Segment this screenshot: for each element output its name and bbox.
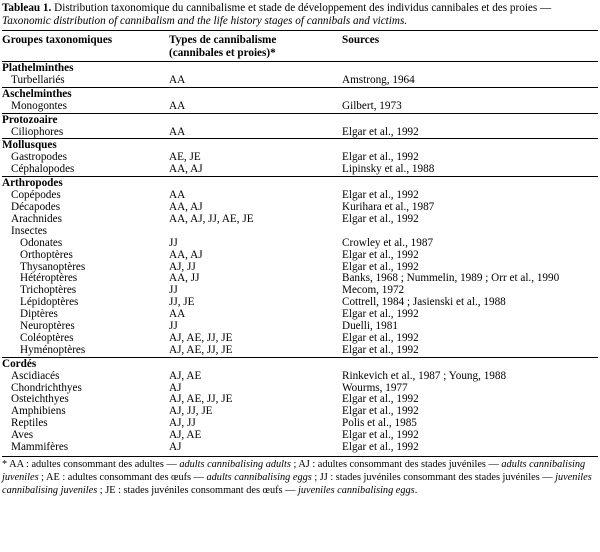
cannibalism-type-cell bbox=[169, 113, 342, 126]
source-cell: Polis et al., 1985 bbox=[342, 417, 417, 430]
cannibalism-table bbox=[2, 30, 598, 457]
table-row bbox=[2, 406, 598, 418]
table-footnote bbox=[2, 459, 598, 497]
taxon-cell: Turbellariés bbox=[11, 73, 65, 86]
table-row bbox=[2, 309, 598, 321]
table-row bbox=[2, 345, 598, 357]
source-cell: Elgar et al., 1992 bbox=[342, 189, 419, 202]
table-row bbox=[2, 394, 598, 406]
source-cell: Rinkevich et al., 1987 ; Young, 1988 bbox=[342, 369, 507, 382]
table-row bbox=[2, 383, 598, 395]
source-cell bbox=[342, 87, 598, 100]
source-cell: Cottrell, 1984 ; Jasienski et al., 1988 bbox=[342, 296, 506, 309]
table-row bbox=[2, 273, 598, 285]
source-cell: Elgar et al., 1992 bbox=[342, 405, 419, 418]
group-row bbox=[2, 357, 598, 370]
footnote-english-term: adults cannibalising adults bbox=[179, 459, 291, 470]
taxon-cell: Mammifères bbox=[2, 442, 169, 456]
taxon-cell: Protozoaire bbox=[2, 113, 169, 126]
caption-french: Distribution taxonomique du cannibalisme et stade de développement des individus cannibales et des proies — bbox=[51, 2, 552, 14]
header-cannibalism-types bbox=[169, 31, 342, 62]
taxon-cell: Décapodes bbox=[11, 200, 61, 213]
table-row bbox=[2, 202, 598, 214]
table-row bbox=[2, 238, 598, 250]
cannibalism-type-cell: AJ, AE, JJ, JE bbox=[169, 393, 233, 406]
table-row bbox=[2, 127, 598, 139]
source-cell: Wourms, 1977 bbox=[342, 381, 408, 394]
source-cell: Elgar et al., 1992 bbox=[342, 393, 419, 406]
taxon-cell: Reptiles bbox=[11, 417, 48, 430]
cannibalism-type-cell: AE, JE bbox=[169, 151, 201, 164]
table-row bbox=[2, 442, 598, 456]
taxon-cell: Monogontes bbox=[11, 99, 67, 112]
source-cell: Elgar et al., 1992 bbox=[342, 442, 598, 456]
footnote-text: ; JJ : stades juvéniles consommant des stades juvéniles — bbox=[311, 471, 556, 483]
cannibalism-type-cell bbox=[169, 62, 342, 75]
taxon-cell: Aschelminthes bbox=[2, 87, 169, 100]
source-cell: Gilbert, 1973 bbox=[342, 99, 402, 112]
group-row bbox=[2, 139, 598, 152]
header-sources: Sources bbox=[342, 31, 598, 62]
cannibalism-type-cell: AA, AJ bbox=[169, 248, 203, 261]
taxon-cell: Plathelminthes bbox=[2, 62, 74, 74]
source-cell: Banks, 1968 ; Nummelin, 1989 ; Orr et al., 1990 bbox=[342, 272, 560, 285]
table-caption bbox=[2, 2, 598, 28]
cannibalism-type-cell: AA, JJ bbox=[169, 272, 200, 285]
cannibalism-type-cell bbox=[169, 87, 342, 100]
footnote-english-term: juveniles cannibalising eggs bbox=[298, 484, 415, 496]
table-row bbox=[2, 297, 598, 309]
cannibalism-type-cell bbox=[169, 357, 342, 370]
taxon-cell: Aves bbox=[11, 429, 34, 442]
taxon-cell: Cordés bbox=[2, 357, 169, 370]
taxon-cell: Orthoptères bbox=[20, 248, 73, 261]
table-label: Tableau 1. bbox=[2, 2, 52, 14]
cannibalism-type-cell bbox=[169, 226, 342, 238]
cannibalism-type-cell: AA, AJ, JJ, AE, JE bbox=[169, 212, 254, 225]
cannibalism-type-cell: JJ bbox=[169, 320, 178, 333]
taxon-cell: Gastropodes bbox=[11, 151, 67, 164]
source-cell bbox=[342, 113, 598, 126]
source-cell: Elgar et al., 1992 bbox=[342, 343, 419, 356]
taxon-cell: Arachnides bbox=[11, 212, 62, 225]
cannibalism-type-cell: AA, AJ bbox=[169, 163, 203, 176]
source-cell: Elgar et al., 1992 bbox=[342, 260, 419, 273]
source-cell bbox=[342, 62, 598, 75]
source-cell: Elgar et al., 1992 bbox=[342, 248, 419, 261]
table-row bbox=[2, 250, 598, 262]
group-row bbox=[2, 177, 598, 190]
source-cell: Amstrong, 1964 bbox=[342, 73, 415, 86]
source-cell bbox=[342, 139, 598, 152]
source-cell: Mecom, 1972 bbox=[342, 284, 405, 297]
source-cell: Elgar et al., 1992 bbox=[342, 151, 419, 164]
footnote-text: * AA : adultes consommant des adultes — bbox=[2, 459, 180, 470]
group-row bbox=[2, 62, 598, 75]
taxon-cell: Odonates bbox=[20, 236, 63, 249]
source-cell: Elgar et al., 1992 bbox=[342, 308, 419, 321]
cannibalism-type-cell: AJ, AE, JJ, JE bbox=[169, 343, 233, 356]
table-row bbox=[2, 152, 598, 164]
table-row bbox=[2, 418, 598, 430]
taxon-cell: Lépidoptères bbox=[20, 296, 79, 309]
table-row bbox=[2, 214, 598, 226]
taxon-cell: Neuroptères bbox=[20, 320, 75, 333]
table-row bbox=[2, 430, 598, 442]
taxon-cell: Trichoptères bbox=[20, 284, 77, 297]
source-cell: Crowley et al., 1987 bbox=[342, 236, 434, 249]
source-cell: Elgar et al., 1992 bbox=[342, 212, 419, 225]
cannibalism-type-cell: AA, AJ bbox=[169, 200, 203, 213]
table-row bbox=[2, 75, 598, 87]
cannibalism-type-cell: AA bbox=[169, 308, 186, 321]
taxon-cell: Ascidiacés bbox=[11, 369, 60, 382]
cannibalism-type-cell: AJ, AE bbox=[169, 429, 202, 442]
footnote-text: ; JE : stades juvéniles consommant des œufs — bbox=[97, 484, 298, 496]
cannibalism-type-cell: AA bbox=[169, 73, 186, 86]
cannibalism-type-cell: AA bbox=[169, 125, 186, 138]
footnote-english-term: juveniles cannibalising juveniles bbox=[2, 471, 592, 496]
cannibalism-type-cell: AJ, JJ bbox=[169, 417, 196, 430]
taxon-cell: Arthropodes bbox=[2, 177, 169, 190]
taxon-cell: Copépodes bbox=[11, 189, 61, 202]
cannibalism-type-cell: AA bbox=[169, 189, 186, 202]
cannibalism-type-cell: AJ bbox=[169, 381, 182, 394]
cannibalism-type-cell: AJ, JJ bbox=[169, 260, 196, 273]
table-row bbox=[2, 164, 598, 176]
caption-english: Taxonomic distribution of cannibalism and the life history stages of cannibals and victims. bbox=[2, 15, 408, 27]
cannibalism-type-cell: AJ bbox=[169, 442, 342, 456]
footnote-english-term: adults cannibalising juveniles bbox=[2, 459, 586, 483]
table-header bbox=[2, 31, 598, 62]
cannibalism-type-cell: JJ, JE bbox=[169, 296, 195, 309]
header-types-line2: (cannibales et proies)* bbox=[169, 46, 276, 59]
group-row bbox=[2, 87, 598, 100]
taxon-cell: Amphibiens bbox=[11, 405, 66, 418]
taxon-cell: Osteichthyes bbox=[11, 393, 69, 406]
taxon-cell: Thysanoptères bbox=[20, 260, 86, 273]
source-cell: Kurihara et al., 1987 bbox=[342, 200, 435, 213]
header-row bbox=[2, 31, 598, 62]
cannibalism-type-cell bbox=[169, 177, 342, 190]
cannibalism-type-cell: AJ, JJ, JE bbox=[169, 405, 213, 418]
source-cell bbox=[342, 226, 598, 238]
table-row bbox=[2, 101, 598, 113]
table-row bbox=[2, 226, 598, 238]
taxon-cell: Hétéroptères bbox=[20, 272, 78, 285]
taxon-cell: Insectes bbox=[11, 224, 48, 237]
source-cell bbox=[342, 357, 598, 370]
taxon-cell: Hyménoptères bbox=[20, 343, 86, 356]
source-cell: Lipinsky et al., 1988 bbox=[342, 163, 435, 176]
taxon-cell: Diptères bbox=[20, 308, 58, 321]
footnote-english-term: adults cannibalising eggs bbox=[206, 471, 312, 483]
cannibalism-type-cell bbox=[169, 139, 342, 152]
source-cell: Elgar et al., 1992 bbox=[342, 429, 419, 442]
cannibalism-type-cell: AJ, AE, JJ, JE bbox=[169, 331, 233, 344]
footnote-text: ; AJ : adultes consommant des stades juvéniles — bbox=[290, 459, 502, 470]
header-taxonomic-groups: Groupes taxonomiques bbox=[2, 31, 169, 62]
source-cell bbox=[342, 177, 598, 190]
footnote-text: . bbox=[414, 484, 418, 496]
cannibalism-type-cell: AJ, AE bbox=[169, 369, 202, 382]
table-row bbox=[2, 321, 598, 333]
taxon-cell: Coléoptères bbox=[20, 331, 74, 344]
cannibalism-type-cell: JJ bbox=[169, 284, 178, 297]
taxon-cell: Chondrichthyes bbox=[11, 381, 82, 394]
source-cell: Duelli, 1981 bbox=[342, 320, 398, 333]
group-row bbox=[2, 113, 598, 126]
cannibalism-type-cell: AA bbox=[169, 99, 186, 112]
source-cell: Elgar et al., 1992 bbox=[342, 125, 419, 138]
table-row bbox=[2, 285, 598, 297]
table-body bbox=[2, 62, 598, 457]
table-row bbox=[2, 371, 598, 383]
source-cell: Elgar et al., 1992 bbox=[342, 331, 419, 344]
taxon-cell: Ciliophores bbox=[11, 125, 64, 138]
table-row bbox=[2, 190, 598, 202]
header-types-line1: Types de cannibalisme bbox=[169, 34, 277, 46]
table-row bbox=[2, 333, 598, 345]
cannibalism-type-cell: JJ bbox=[169, 236, 178, 249]
taxon-cell: Mollusques bbox=[2, 139, 169, 152]
footnote-text: ; AE : adultes consommant des œufs — bbox=[38, 471, 207, 483]
taxon-cell: Céphalopodes bbox=[11, 163, 75, 176]
